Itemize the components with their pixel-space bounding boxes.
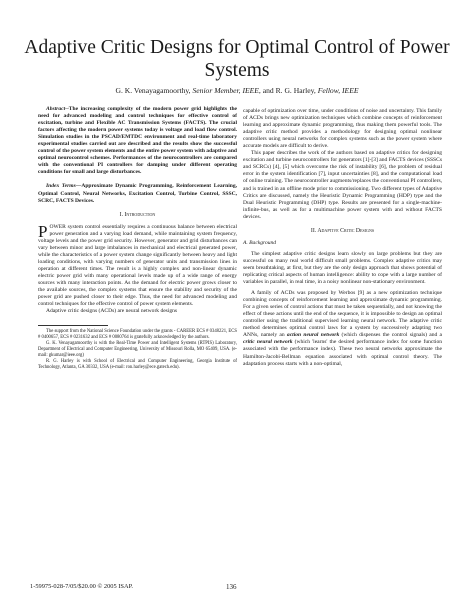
page-number: 136 (226, 583, 237, 591)
abstract-text: --The increasing complexity of the modern power grid highlights the need for advanced modeling and control techniques for effective control of excitation, turbine and Flexible AC Transmission Systems (FACTS). The crucial factors affecting the modern power systems today is voltage and load flow control. Simulation studies in the PSCAD/EMTDC environment and real-time laboratory experimental studies carried out are described and the results show the successful control of the power system elements and the entire power system with adaptive and optimal neurocontrol schemes. Performances of the neurocontrollers are compared with the conventional PI controllers for damping under different operating conditions for small and large disturbances. (38, 106, 237, 176)
index-terms (38, 183, 237, 204)
subsection-heading-background: A. Background (243, 239, 277, 246)
p4-action-term: action neural network (286, 332, 340, 339)
copyright-footer: 1-59975-028-7/05/$20.00 © 2005 ISAP. (30, 583, 134, 590)
right-column (243, 108, 442, 368)
footnote-author-1: G. K. Venayagamoorthy is with the Real-Time Power and Intelligent Systems (RTPIS) Laboratory, Department of Electrical and Computer Engineering, University of Missouri Rolla, MO 65409, USA. (e-mail: gkumar@ieee.org) (38, 341, 237, 358)
index-terms-text: —Approximate Dynamic Programming, Reinforcement Learning, Optimal Control, Neural Networks, Excitation Control, Turbine Control, SSSC, SCRC, FACTS Devices. (38, 183, 237, 204)
intro-paragraph-1 (38, 221, 237, 309)
right-paragraph-3: The simplest adaptive critic designs learn slowly on large problems but they are successful on many real world difficult small problems. Complex adaptive critics may seem breathtaking, at first, but they are the only design approach that shows potential of replicating critical aspects of human intelligence: ability to cope with a large number of variables in parallel, in real time, in a noisy nonlinear non-stationary environment. (243, 250, 442, 286)
drop-cap: P (38, 221, 48, 241)
intro-paragraph-1-text: OWER system control essentially requires a continuous balance between electrical power generation and a varying load demand, while maintaining system frequency, voltage levels and the power grid security. However, generator and grid disturbances can vary between minor and large imbalances in mechanical and electrical generated power, while the characteristics of a power system change significantly between heavy and light loading conditions, with varying numbers of generator units and transmission lines in operation at different times. The result is a highly complex and non-linear dynamic electric power grid with many operational levels made up of a wide range of energy sources with many interaction points. As the demand for electric power grows closer to the available sources, the complex systems that ensure the stability and security of the power grid are pushed closer to their edge. Thus, the need for advanced modeling and control techniques for the effective control of power system elements. (38, 223, 237, 308)
author-line: G. K. Venayagamoorthy, Senior Member, IEEE, and R. G. Harley, Fellow, IEEE (115, 86, 359, 95)
left-column (38, 106, 237, 371)
abstract (38, 106, 237, 176)
section-heading-introduction: I. Introduction (119, 211, 156, 218)
p4-critic-term: critic neural network (243, 339, 293, 346)
index-terms-lead: Index Terms (46, 183, 76, 190)
paper-title: Adaptive Critic Designs for Optimal Control of Power Systems (24, 37, 450, 81)
intro-paragraph-2: Adaptive critic designs (ACDs) are neural network designs (46, 308, 178, 315)
right-paragraph-1: capable of optimization over time, under conditions of noise and uncertainty. This family of ACDs brings new optimization techniques which combine concepts of reinforcement learning and approximate dynamic programming, thus making them powerful tools. The adaptive critic method provides a methodology for designing optimal nonlinear controllers using neural networks for complex systems such as the power system where accurate models are difficult to derive. (243, 108, 442, 150)
footnote-author-2: R. G. Harley is with School of Electrical and Computer Engineering, Georgia Institute of Technology, Atlanta, GA 30332, USA (e-mail: ron.harley@ece.gatech.edu). (38, 358, 237, 370)
p4-text-a: A family of ACDs was proposed by Werbos [9] as a new optimization technique combining concepts of reinforcement learning and approximate dynamic programming. For a given series of control actions that must be taken sequentially, and not knowing the effect of these actions until the end of the sequence, it is impossible to design an optimal controller using the traditional supervised learning neural network. The adaptive critic method determines optimal control laws for a system by successively adapting two ANNs, namely an (243, 290, 442, 339)
right-paragraph-2: This paper describes the work of the authors based on adaptive critics for designing excitation and turbine neurocontrollers for generators [1]-[3] and FACTS devices (SSSCs and SCRCs) [4], [5] which overcome the risk of instability [6], the problem of residual error in the system identification [7], input uncertainties [8], and the computational load of online training. The neurocontroller augments/replaces the conventional PI controllers, and is trained in an offline mode prior to commissioning. Two different types of Adaptive Critics are discussed, namely the Heuristic Dynamic Programming (HDP) type and the Dual Heuristic Programming (DHP) type. Results are presented for a single-machine-infinite-bus, as well as for a multimachine power system with and without FACTS devices. (243, 150, 442, 220)
footnote-funding: The support from the National Science Foundation under the grants - CAREER ECS # 0348221, ECS # 0400657, ECS # 0231632 and ECS # 0080764 is gratefully acknowledged by the authors. (38, 329, 237, 341)
right-paragraph-4 (243, 290, 442, 368)
footnote-rule (38, 325, 108, 326)
abstract-lead: Abstract (46, 106, 66, 112)
section-heading-acd: II. Adaptive Critic Designs (310, 227, 375, 234)
p4-text-b: (which dispenses the control signals) and a (339, 332, 442, 339)
p4-text-c: (which 'learns' the desired performance index for some function associated with the performance index). These two neural networks approximate the Hamilton-Jacobi-Bellman equation associated with optimal control theory. The adaptation process starts with a non-optimal, (243, 339, 442, 367)
